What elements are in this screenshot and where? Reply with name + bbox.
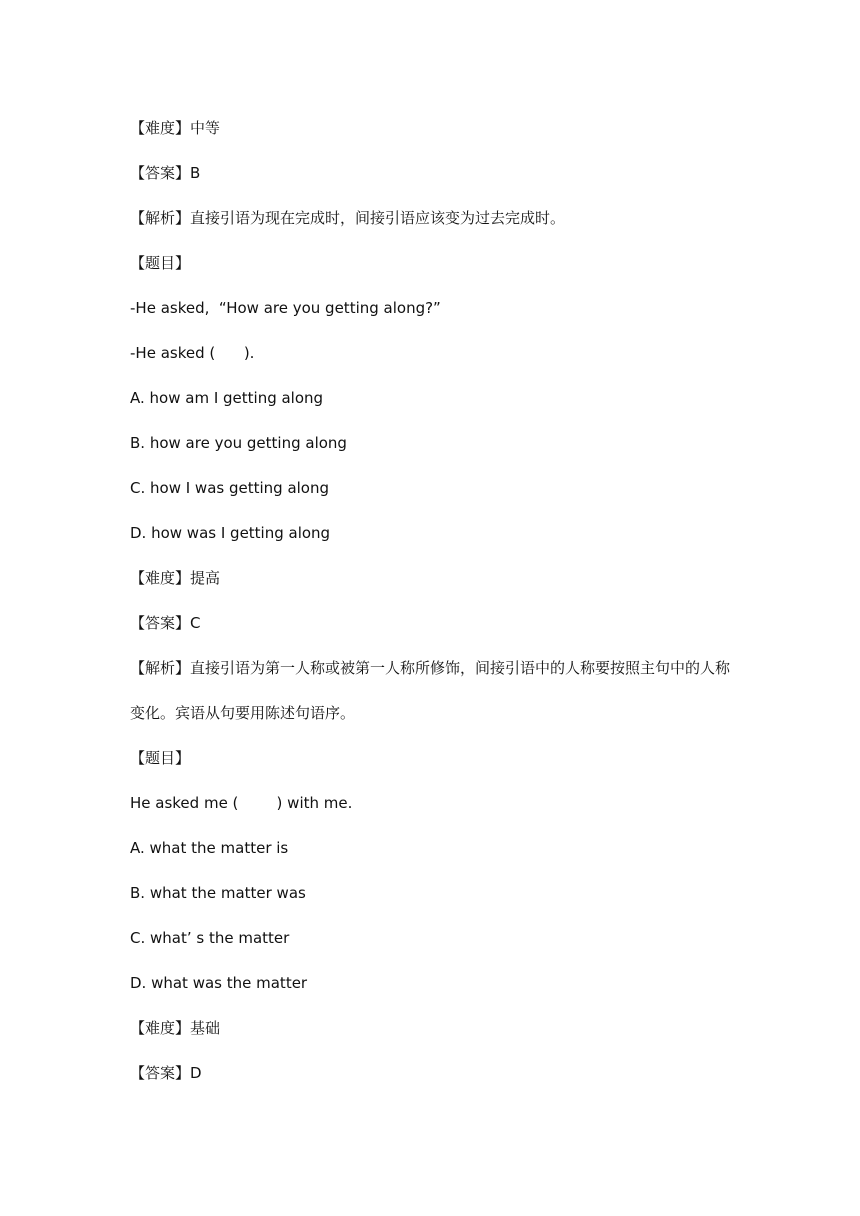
difficulty-line-1: 【难度】中等 bbox=[130, 119, 221, 137]
option-a-3: A. what the matter is bbox=[130, 839, 289, 857]
option-d-3: D. what was the matter bbox=[130, 974, 308, 992]
explanation-line-2a: 【解析】直接引语为第一人称或被第一人称所修饰，间接引语中的人称要按照主句中的人称 bbox=[130, 659, 731, 677]
option-d-2: D. how was I getting along bbox=[130, 524, 331, 542]
question-heading-2: 【题目】 bbox=[130, 254, 191, 272]
answer-line-1: 【答案】B bbox=[130, 164, 201, 182]
option-c-2: C. how I was getting along bbox=[130, 479, 330, 497]
answer-line-2: 【答案】C bbox=[130, 614, 201, 632]
difficulty-line-3: 【难度】基础 bbox=[130, 1019, 221, 1037]
option-a-2: A. how am I getting along bbox=[130, 389, 324, 407]
explanation-line-1: 【解析】直接引语为现在完成时，间接引语应该变为过去完成时。 bbox=[130, 209, 566, 227]
question-text-3: He asked me ( ) with me. bbox=[130, 794, 353, 812]
option-b-3: B. what the matter was bbox=[130, 884, 306, 902]
question-text-2b: -He asked ( ). bbox=[130, 344, 255, 362]
option-b-2: B. how are you getting along bbox=[130, 434, 347, 452]
question-text-2a: -He asked, “How are you getting along?” bbox=[130, 299, 441, 317]
difficulty-line-2: 【难度】提高 bbox=[130, 569, 221, 587]
answer-line-3: 【答案】D bbox=[130, 1064, 202, 1082]
question-heading-3: 【题目】 bbox=[130, 749, 191, 767]
option-c-3: C. what’ s the matter bbox=[130, 929, 290, 947]
explanation-line-2b: 变化。宾语从句要用陈述句语序。 bbox=[130, 704, 356, 722]
